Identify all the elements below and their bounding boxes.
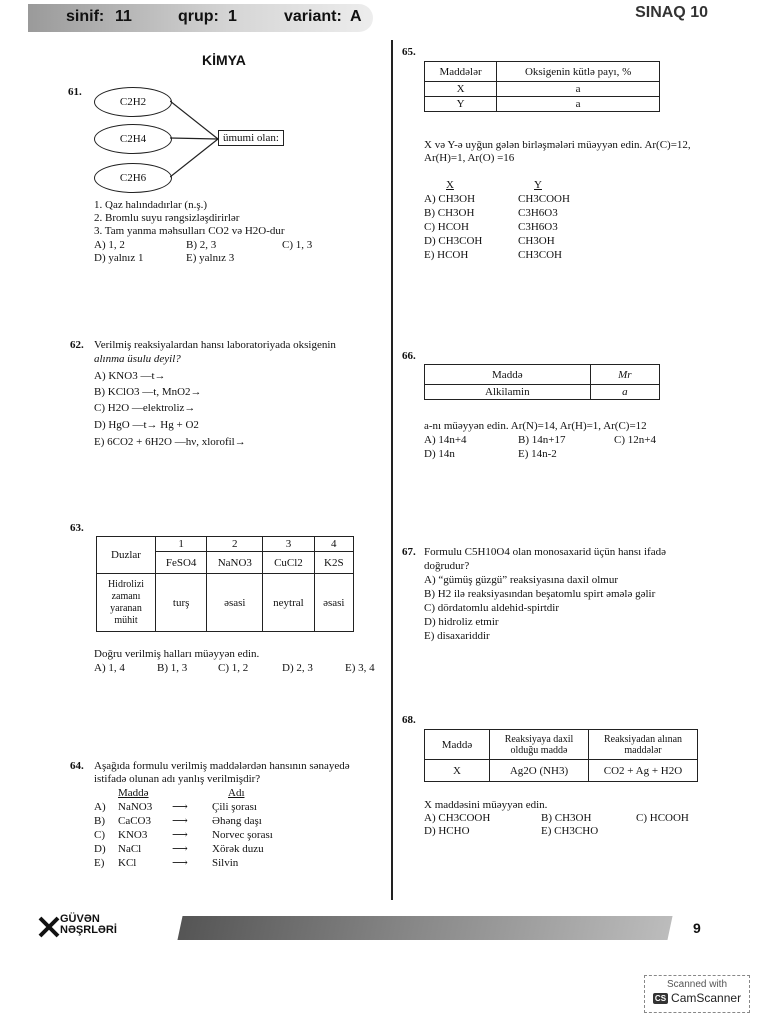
q61-option-b[interactable]: B) 2, 3	[186, 239, 217, 251]
q63-option-a[interactable]: A) 1, 4	[94, 662, 125, 674]
q61-option-d[interactable]: D) yalnız 1	[94, 252, 144, 264]
q66-row-substance: Alkilamin	[425, 385, 591, 400]
q64-col-madde: Maddə	[118, 787, 149, 799]
arrow-icon: ⟶	[172, 801, 188, 813]
q61-ellipse-3: C2H6	[94, 163, 172, 193]
q62-option-d[interactable]: D) HgO —t→ Hg + O2	[94, 419, 199, 431]
q61-number: 61.	[68, 86, 82, 98]
q63-value-1: turş	[156, 574, 207, 632]
q65-option-x[interactable]: E) HCOH	[424, 249, 469, 261]
q66-question: a-nı müəyyən edin. Ar(N)=14, Ar(H)=1, Ar(C)=12	[424, 420, 647, 432]
variant-value: A	[350, 8, 362, 25]
q63-row-label: Hidrolizi zamanı yaranan mühit	[97, 574, 156, 632]
q62-number: 62.	[70, 339, 84, 351]
q63-question: Doğru verilmiş halları müəyyən edin.	[94, 648, 260, 660]
q64-substance: CaCO3	[118, 815, 151, 827]
q66-option-c[interactable]: C) 12n+4	[614, 434, 656, 446]
q68-number: 68.	[402, 714, 416, 726]
q66-option-d[interactable]: D) 14n	[424, 448, 455, 460]
arrow-icon: ⟶	[172, 815, 188, 827]
q66-row-value: a	[590, 385, 659, 400]
q64-text-2: istifadə olunan adı yanlış verilmişdir?	[94, 773, 261, 785]
q61-common-box: ümumi olan:	[218, 130, 284, 146]
q68-option-d[interactable]: D) HCHO	[424, 825, 470, 837]
arrow-icon: ⟶	[172, 857, 188, 869]
q67-option-c[interactable]: C) dördatomlu aldehid-spirtdir	[424, 602, 560, 614]
q61-option-e[interactable]: E) yalnız 3	[186, 252, 235, 264]
q63-value-2: əsasi	[207, 574, 263, 632]
footer-bar	[177, 916, 672, 940]
q64-substance: KCl	[118, 857, 137, 869]
q61-ellipse-1: C2H2	[94, 87, 172, 117]
q67-number: 67.	[402, 546, 416, 558]
q68-header-products: Reaksiyadan alınan maddələr	[589, 730, 698, 760]
q63-header-col2: 2	[207, 537, 263, 552]
q68-row-x: X	[425, 760, 490, 782]
q67-option-e[interactable]: E) disaxariddir	[424, 630, 490, 642]
q64-name: Norvec şorası	[212, 829, 273, 841]
q63-salt-4: K2S	[314, 552, 353, 574]
q66-option-b[interactable]: B) 14n+17	[518, 434, 566, 446]
q67-text-2: doğrudur?	[424, 560, 470, 572]
q66-header-mr: Mr	[590, 365, 659, 385]
q63-option-e[interactable]: E) 3, 4	[345, 662, 375, 674]
q66-option-a[interactable]: A) 14n+4	[424, 434, 467, 446]
q63-salt-1: FeSO4	[156, 552, 207, 574]
q65-col-y: Y	[534, 179, 542, 191]
q62-option-a[interactable]: A) KNO3 —t→	[94, 370, 166, 382]
q64-substance: KNO3	[118, 829, 148, 841]
sinif-value: 11	[115, 8, 132, 25]
q62-option-c[interactable]: C) H2O —elektroliz→	[94, 402, 196, 414]
q61-statement-3: 3. Tam yanma məhsulları CO2 və H2O-dur	[94, 225, 285, 237]
q65-option-x[interactable]: B) CH3OH	[424, 207, 475, 219]
q61-statement-1: 1. Qaz halındadırlar (n.ş.)	[94, 199, 208, 211]
arrow-icon: ⟶	[172, 829, 188, 841]
q62-option-e[interactable]: E) 6CO2 + 6H2O —hν, xlorofil→	[94, 436, 246, 448]
q65-option-x[interactable]: C) HCOH	[424, 221, 469, 233]
q65-option-y: C3H6O3	[518, 207, 558, 219]
q65-option-y: C3H6O3	[518, 221, 558, 233]
q64-text-1: Aşağıda formulu verilmiş maddələrdən hansının sənayedə	[94, 760, 350, 772]
q61-ellipse-2: C2H4	[94, 124, 172, 154]
qrup-value: 1	[228, 8, 237, 25]
q68-row-products: CO2 + Ag + H2O	[589, 760, 698, 782]
q68-header-madde: Maddə	[425, 730, 490, 760]
q64-option-letter[interactable]: E)	[94, 857, 105, 869]
q67-option-b[interactable]: B) H2 ilə reaksiyasından beşatomlu spirt əmələ gəlir	[424, 588, 656, 600]
q63-header-col1: 1	[156, 537, 207, 552]
q64-name: Çili şorası	[212, 801, 257, 813]
q68-row-reactant: Ag2O (NH3)	[490, 760, 589, 782]
page-number: 9	[693, 920, 701, 936]
q64-option-letter[interactable]: D)	[94, 843, 106, 855]
q61-statement-2: 2. Bromlu suyu rəngsizləşdirirlər	[94, 212, 240, 224]
variant-label: variant:	[284, 8, 342, 25]
q61-option-a[interactable]: A) 1, 2	[94, 239, 125, 251]
q63-option-c[interactable]: C) 1, 2	[218, 662, 249, 674]
column-divider	[391, 40, 393, 900]
q66-option-e[interactable]: E) 14n-2	[518, 448, 557, 460]
q65-row1-value: a	[497, 82, 660, 97]
sinaq-title: SINAQ 10	[635, 4, 708, 21]
q68-option-e[interactable]: E) CH3CHO	[541, 825, 599, 837]
q63-salt-2: NaNO3	[207, 552, 263, 574]
arrow-icon: ⟶	[172, 843, 188, 855]
sinif-label: sinif:	[66, 8, 105, 25]
q67-text-1: Formulu C5H10O4 olan monosaxarid üçün hansı ifadə	[424, 546, 666, 558]
q63-header-duzlar: Duzlar	[97, 537, 156, 574]
q64-name: Silvin	[212, 857, 239, 869]
q63-number: 63.	[70, 522, 84, 534]
q65-row2-value: a	[497, 97, 660, 112]
camscanner-icon: CS	[654, 993, 667, 1003]
q63-salt-3: CuCl2	[263, 552, 314, 574]
scan-line-2: CamScanner	[671, 991, 742, 1005]
q65-option-y: CH3OH	[518, 235, 555, 247]
q64-number: 64.	[70, 760, 84, 772]
q65-option-x[interactable]: A) CH3OH	[424, 193, 476, 205]
q64-option-letter[interactable]: A)	[94, 801, 106, 813]
q68-option-a[interactable]: A) CH3COOH	[424, 812, 491, 824]
q62-text-2: alınma üsulu deyil?	[94, 353, 181, 365]
q63-value-3: neytral	[263, 574, 314, 632]
q68-question: X maddəsini müəyyən edin.	[424, 799, 548, 811]
q63-option-d[interactable]: D) 2, 3	[282, 662, 313, 674]
q68-header-reactant: Reaksiyaya daxil olduğu maddə	[490, 730, 589, 760]
subject-title: KİMYA	[202, 52, 246, 68]
q65-option-y: CH3COOH	[518, 193, 570, 205]
q64-substance: NaNO3	[118, 801, 153, 813]
q62-text-1: Verilmiş reaksiyalardan hansı laboratoriyada oksigenin	[94, 339, 336, 351]
scan-line-1: Scanned with	[666, 979, 728, 990]
logo-line-1: GÜVƏN	[60, 913, 100, 925]
q63-table	[96, 536, 354, 632]
q65-table	[424, 61, 660, 112]
publisher-logo	[60, 914, 117, 936]
q65-row1-substance: X	[425, 82, 497, 97]
q65-question-1: X və Y-ə uyğun gələn birləşmələri müəyyən edin. Ar(C)=12,	[424, 139, 691, 151]
q64-substance: NaCl	[118, 843, 142, 855]
q64-name: Xörək duzu	[212, 843, 264, 855]
q63-header-col4: 4	[314, 537, 353, 552]
q68-table	[424, 729, 698, 782]
q63-option-b[interactable]: B) 1, 3	[157, 662, 188, 674]
q61-option-c[interactable]: C) 1, 3	[282, 239, 313, 251]
q64-col-adi: Adı	[228, 787, 245, 799]
q64-name: Əhəng daşı	[212, 815, 262, 827]
q68-option-c[interactable]: C) HCOOH	[636, 812, 689, 824]
guven-logo-icon	[38, 916, 60, 938]
q67-option-d[interactable]: D) hidroliz etmir	[424, 616, 499, 628]
logo-line-2: NƏŞRLƏRİ	[60, 924, 117, 936]
q62-option-b[interactable]: B) KClO3 —t, MnO2→	[94, 386, 202, 398]
q65-option-x[interactable]: D) CH3COH	[424, 235, 483, 247]
q67-option-a[interactable]: A) “gümüş güzgü” reaksiyasına daxil olmur	[424, 574, 618, 586]
q65-question-2: Ar(H)=1, Ar(O) =16	[424, 152, 515, 164]
q65-col-x: X	[446, 179, 454, 191]
q63-value-4: əsasi	[314, 574, 353, 632]
q63-header-col3: 3	[263, 537, 314, 552]
q64-option-letter[interactable]: B)	[94, 815, 105, 827]
q65-header-oksigen: Oksigenin kütlə payı, %	[497, 62, 660, 82]
qrup-label: qrup:	[178, 8, 219, 25]
q66-header-madde: Maddə	[425, 365, 591, 385]
q65-row2-substance: Y	[425, 97, 497, 112]
q64-option-letter[interactable]: C)	[94, 829, 105, 841]
camscanner-watermark	[644, 975, 750, 1013]
q66-number: 66.	[402, 350, 416, 362]
q61-connector-lines	[170, 95, 220, 185]
q68-option-b[interactable]: B) CH3OH	[541, 812, 592, 824]
q65-number: 65.	[402, 46, 416, 58]
q65-option-y: CH3COH	[518, 249, 563, 261]
q65-header-madde: Maddələr	[425, 62, 497, 82]
q66-table	[424, 364, 660, 400]
